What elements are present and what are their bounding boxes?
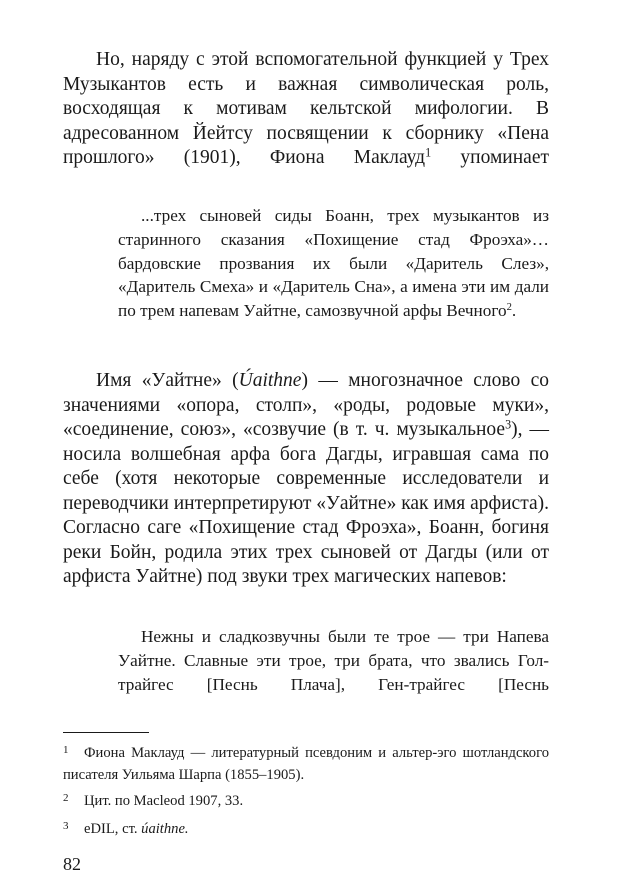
footnote-separator	[63, 732, 149, 733]
page-number: 82	[63, 854, 81, 874]
footnote-3-text: eDIL, ст.	[84, 820, 142, 837]
paragraph-1-text: Но, наряду с этой вспомогательной функцией у Трех Музыкантов есть и важная символическая роль, восходящая к мотивам кельтской мифологии. В адресованном Йейтсу посвящении к сборнику «Пена прошлого» (1901), Фиона Маклауд	[63, 49, 549, 168]
footnote-ref-1[interactable]: 1	[425, 145, 432, 160]
footnote-2-text: Цит. по Macleod 1907, 33.	[84, 792, 244, 809]
paragraph-2-text-b: ) — многозначное слово со значениями «опора, столп», «роды, родовые муки», «соединение, союз», «созвучие (в т. ч. музыкальное	[63, 370, 549, 440]
footnote-3-number: 3	[63, 820, 69, 832]
quote-2-text: Нежны и сладкозвучны были те трое — три Напева Уайтне. Славные эти трое, три брата, что звались Гол-трайгес [Песнь Плача], Ген-трайгес [Песнь	[118, 627, 549, 694]
body-paragraph-2	[63, 369, 549, 590]
irish-term: Úaithne	[238, 370, 302, 391]
footnote-2-number: 2	[63, 792, 69, 804]
footnote-1	[63, 739, 549, 786]
paragraph-2-text-c: ), — носила волшебная арфа бога Дагды, игравшая сама по себе (хотя некоторые современные исследователи и переводчики интерпретируют «Уайтне» как имя арфиста). Согласно саге «Похищение стад Фроэха», Боанн, богиня реки Бойн, родила этих трех сыновей от Дагды (или от арфиста Уайтне) под звуки трех магических напевов:	[63, 419, 550, 587]
paragraph-2-text-a: Имя «Уайтне» (	[96, 370, 239, 391]
footnote-ref-3[interactable]: 3	[505, 417, 512, 432]
quote-1-tail: .	[511, 301, 517, 321]
paragraph-1-tail: упоминает	[431, 147, 550, 168]
footnote-3-italic-term: úaithne.	[141, 820, 189, 837]
body-paragraph-1	[63, 48, 549, 171]
quote-1-text: ...трех сыновей сиды Боанн, трех музыкантов из старинного сказания «Похищение стад Фроэха»… бардовские прозвания их были «Даритель Слез», «Даритель Смеха» и «Даритель Сна», а имена эти им дали по трем напевам Уайтне, самозвучной арфы Вечного	[118, 206, 549, 321]
footnote-1-text: Фиона Маклауд — литературный псевдоним и альтер-эго шотландского писателя Уильяма Шарпа (1855–1905).	[63, 744, 549, 783]
block-quote-2	[118, 625, 549, 696]
footnote-1-number: 1	[63, 744, 69, 756]
footnote-3	[63, 815, 549, 840]
block-quote-1	[118, 204, 549, 323]
footnote-ref-2[interactable]: 2	[506, 302, 512, 314]
footnote-2	[63, 787, 549, 812]
